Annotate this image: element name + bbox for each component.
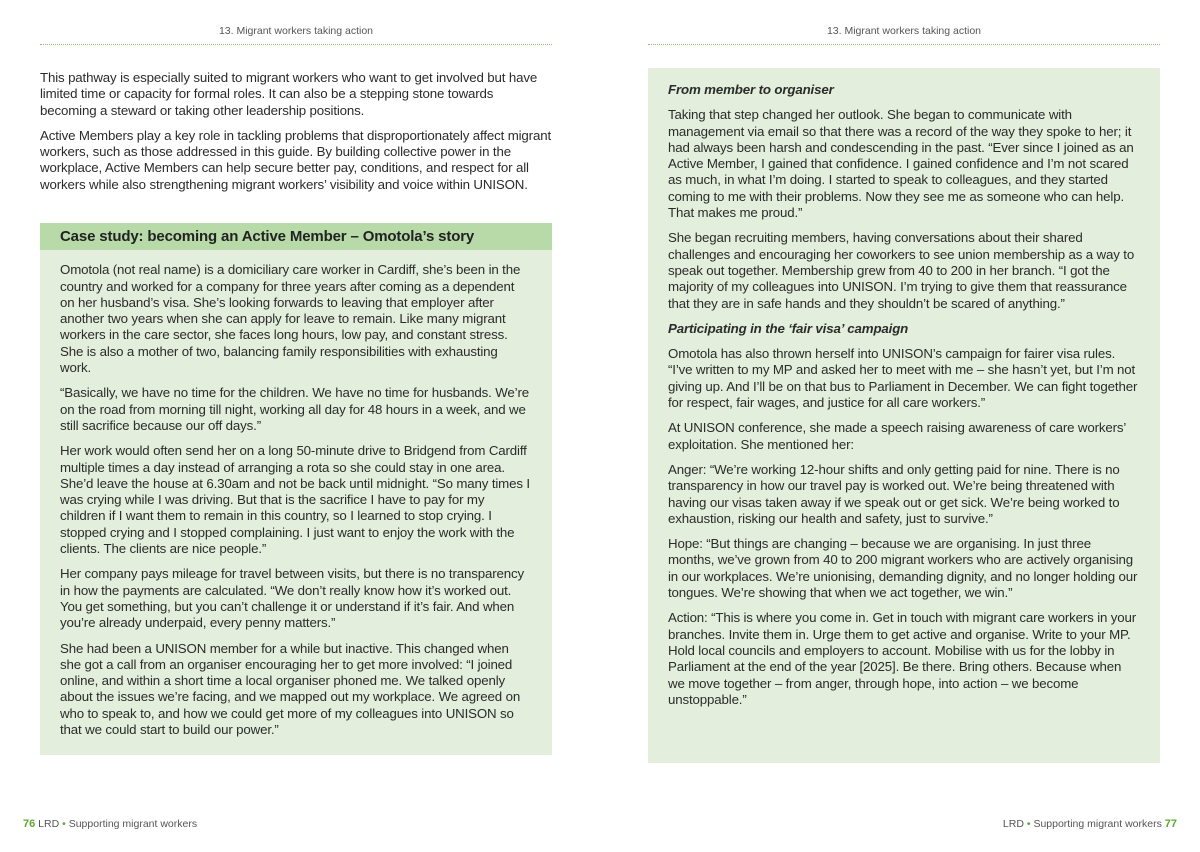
header-rule [40,44,552,45]
paragraph: Hope: “But things are changing – because we are organising. In just three months, we’ve grown from 40 to 200 migrant workers who are actively organising in our workplaces. We’re unionising, demanding dignity, and no longer holding our tongues. We’re showing that when we act together, we win.” [668,536,1138,601]
page-footer [1003,818,1177,830]
section-heading: Participating in the ‘fair visa’ campaign [668,320,909,336]
paragraph: Omotola (not real name) is a domiciliary care worker in Cardiff, she’s been in the country and worked for a company for three years after coming as a dependent on her husband’s visa. She’s looking forwards to leaving that employer after another two years when she can apply for leave to remain. Like many migrant workers in the care sector, she faces long hours, low pay, and constant stress. She is also a mother of two, balancing family responsibilities with exhausting work. [60,262,521,376]
paragraph: “Basically, we have no time for the children. We have no time for husbands. We’re on the road from morning till night, working all day for 48 hours in a week, and we still sacrifice because our off days.” [60,385,529,433]
header-rule [648,44,1160,45]
right-page [600,0,1200,852]
paragraph: Her company pays mileage for travel between visits, but there is no transparency in how the payments are calculated. “We don’t really know how it’s worked out. You get something, but you can’t challenge it or understand if it’s fair. And when you’re already underpaid, every penny matters.” [60,566,524,631]
publisher: LRD [38,818,60,830]
running-head: 13. Migrant workers taking action [218,25,374,37]
paragraph: Anger: “We’re working 12-hour shifts and only getting paid for nine. There is no transparency in how our travel pay is worked out. We’re being threatened with having our visas taken away if we speak out or get sick. We’re being worked to exhaustion, risking our health and safety, just to survive.” [668,461,1120,526]
case-study-box [40,223,552,755]
bullet: • [1026,818,1031,830]
paragraph: She began recruiting members, having conversations about their shared challenges and encouraging her coworkers to see union membership as a way to speak out together. Membership grew from 40 to 200 in her branch. “I got the majority of my colleagues into UNISON. I’m trying to give them that reassurance that they are in safe hands and they shouldn’t be scared of anything.” [668,230,1135,311]
intro-text [40,70,552,202]
publication-title: Supporting migrant workers [68,818,198,830]
paragraph: She had been a UNISON member for a while but inactive. This changed when she got a call from an organiser encouraging her to get more involved: “I joined online, and within a short time a local organiser phoned me. We talked openly about the issues we’re facing, and we mapped out my workplace. We agreed on who to speak to, and how we could get more of my colleagues into UNISON so that we could start to build our power.” [60,640,521,738]
page-number: 77 [1164,818,1177,830]
paragraph: Taking that step changed her outlook. She began to communicate with management via email so that there was a record of the way they spoke to her; it had always been harsh and condescending in the past. “Ever since I joined as an Active Member, I gained that confidence. I gained confidence and I’m not scared as much, in what I’m doing. I started to speak to colleagues, and they started coming to me with their problems. Now they see me as someone who can help. That makes me proud.” [668,107,1134,221]
paragraph: Her work would often send her on a long 50-minute drive to Bridgend from Cardiff multiple times a day instead of arranging a rota so she could stay in one area. She’d leave the house at 6.30am and not be back until midnight. “So many times I was crying while I was driving. But that is the sacrifice I have to pay for my children if I want them to remain in this country, so I learned to stop crying. I stopped crying and I stopped complaining. I just want to enjoy the work with the clients. The clients are nice people.” [60,443,530,557]
publication-title: Supporting migrant workers [1033,818,1162,830]
page-footer [23,818,197,830]
case-study-title: Case study: becoming an Active Member – Omotola’s story [40,223,552,250]
running-head: 13. Migrant workers taking action [826,25,982,37]
case-study-continued-box [648,68,1160,763]
paragraph: Active Members play a key role in tackling problems that disproportionately affect migrant workers, such as those addressed in this guide. By building collective power in the workplace, Active Members can help secure better pay, conditions, and respect for all workers while also strengthening migrant workers’ visibility and voice within UNISON. [40,127,551,192]
page-number: 76 [23,818,36,830]
bullet: • [62,818,66,830]
paragraph: At UNISON conference, she made a speech raising awareness of care workers’ exploitation. She mentioned her: [668,420,1126,452]
publisher: LRD [1002,818,1024,830]
section-heading: From member to organiser [668,82,834,97]
paragraph: This pathway is especially suited to migrant workers who want to get involved but have limited time or capacity for formal roles. It can also be a stepping stone towards becoming a steward or taking other leadership positions. [40,70,538,118]
paragraph: Omotola has also thrown herself into UNISON’s campaign for fairer visa rules. “I’ve written to my MP and asked her to meet with me – she hasn’t yet, but I’m not giving up. And I’ll be on that bus to Parliament in December. We can fight together for respect, fair wages, and justice for all care workers.” [668,346,1138,411]
paragraph: Action: “This is where you come in. Get in touch with migrant care workers in your branches. Invite them in. Urge them to get active and organise. Write to your MP. Hold local councils and employers to account. Mobilise with us for the lobby in Parliament at the end of the year [2025]. Be there. Bring others. Because when we move together – from anger, through hope, into action – we become unstoppable.” [668,610,1137,707]
